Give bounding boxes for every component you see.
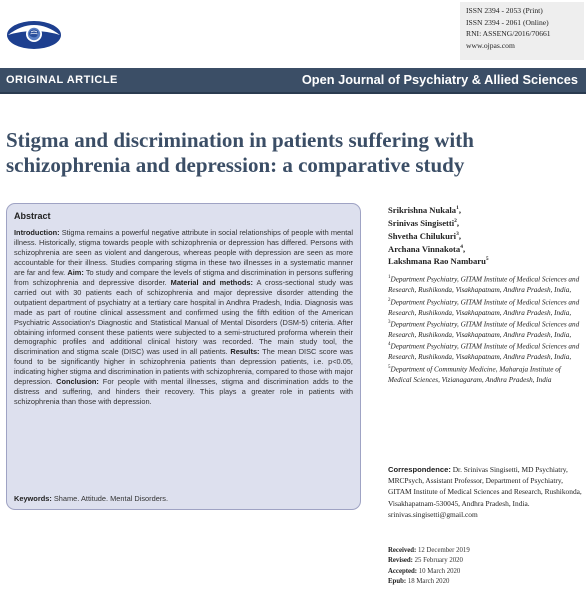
journal-name: Open Journal of Psychiatry & Allied Sciences — [301, 72, 578, 87]
affiliation: $^2$Department Psychiatry, GITAM Institute of Medical Sciences and Research, Rushikonda, Visakhapatnam, Andhra Pradesh, India, — [388, 297, 580, 317]
article-type-label: ORIGINAL ARTICLE — [6, 74, 118, 86]
results-label: Results: — [230, 347, 260, 357]
publication-dates — [388, 546, 470, 588]
results-text: The mean DISC score was found to be significantly higher in schizophrenia patients than depression patients, i.e. p<0.05, indicating higher stigma and discrimination in patients with schizophrenia, compared to those with major depression. — [14, 347, 353, 387]
correspondence — [388, 464, 584, 520]
aim-text: To study and compare the levels of stigma and discrimination in persons suffering from schizophrenia and depressive disorder. — [14, 267, 353, 287]
author-column — [388, 203, 584, 385]
keywords — [14, 494, 168, 503]
affiliation: $^1$Department Psychiatry, GITAM Institute of Medical Sciences and Research, Rushikonda, Visakhapatnam, Andhra Pradesh, India, — [388, 275, 580, 295]
conclusion-text: For people with mental illnesses, stigma and discrimination adds to the distress and suffering, and hinders their recovery. This plays a greater role in patients with schizophrenia than those with depression. — [14, 377, 353, 407]
author-name: Archana Vinnakota$^4$, — [388, 243, 466, 254]
abstract-box — [6, 203, 361, 510]
keywords-text: Shame. Attitude. Mental Disorders. — [51, 494, 169, 503]
correspondence-text: Dr. Srinivas Singisetti, MD Psychiatry, MRCPsych, Assistant Professor, Department of Psychiatry, GITAM Institute of Medical Sciences and Research, Rushikonda, Visakhapatnam-530045, Andhra Pradesh, India. srinivas.singisetti@gmail.com — [388, 465, 582, 519]
keywords-label: Keywords: — [14, 494, 52, 503]
affiliation-list — [388, 273, 584, 385]
date-epub: Epub: 18 March 2020 — [388, 578, 450, 586]
author-name: Shvetha Chilukuri$^3$, — [388, 230, 461, 241]
conclusion-label: Conclusion: — [56, 377, 99, 387]
date-revised: Revised: 25 February 2020 — [388, 557, 463, 565]
methods-label: Material and methods: — [170, 277, 253, 287]
date-accepted: Accepted: 10 March 2020 — [388, 567, 461, 575]
rni-number: RNI: ASSENG/2016/70661 — [466, 29, 551, 38]
abstract-heading: Abstract — [14, 211, 51, 221]
journal-banner — [0, 68, 586, 94]
issn-print: ISSN 2394 - 2053 (Print) — [466, 6, 543, 15]
issn-online: ISSN 2394 - 2061 (Online) — [466, 17, 549, 27]
author-list — [388, 203, 584, 267]
journal-website: www.ojpas.com — [466, 40, 515, 50]
affiliation: $^3$Department Psychiatry, GITAM Institute of Medical Sciences and Research, Rushikonda, Visakhapatnam, Andhra Pradesh, India, — [388, 320, 580, 339]
author-name: Srikrishna Nukala$^1$, — [388, 204, 461, 215]
methods-text: A cross-sectional study was carried out with 30 patients each of schizophrenia and major depressive disorder attending the outpatient department of psychiatry at a tertiary care hospital in Andhra Pradesh, India. Diagnosis was made as part of routine clinical assessment and confirmed using the fifth edition of the American Psychiatric Association's Diagnostic and Statistical Manual of Mental Disorders (DSM-5) criteria. After obtaining informed consent these patients were subjected to a semi-structured proforma wherein their demographic profiles and additional clinical history was recorded. The main study tool, the discrimination and stigma scale (DISC) was used in all patients. — [14, 277, 354, 357]
article-title: Stigma and discrimination in patients suffering with schizophrenia and depression: a comparative study — [6, 128, 474, 177]
journal-logo-icon — [6, 13, 62, 57]
correspondence-label: Correspondence: — [388, 465, 451, 474]
author-name: Lakshmana Rao Nambaru$^5$ — [388, 256, 489, 267]
introduction-label: Introduction: — [14, 228, 60, 237]
aim-label: Aim: — [67, 267, 84, 277]
introduction-text: Stigma remains a powerful negative attribute in social relationships of people with mental illness. Historically, stigma towards people with schizophrenia or depression has differed. Persons with schizophrenia are seen as violent and dangerous, whereas people with depression are seen as more accountable for their illness. Studies comparing stigma in these two illnesses in a systematic manner are far and few. — [14, 228, 353, 277]
abstract-body — [14, 228, 353, 407]
date-received: Received: 12 December 2019 — [388, 547, 470, 554]
affiliation: $^5$Department of Community Medicine, Maharaja Institute of Medical Sciences, Vizianagaram, Andhra Pradesh, India — [388, 364, 561, 384]
issn-info-box — [460, 2, 584, 60]
author-name: Srinivas Singisetti$^2$, — [388, 217, 460, 228]
affiliation: $^4$Department Psychiatry, GITAM Institute of Medical Sciences and Research, Rushikonda, Visakhapatnam, Andhra Pradesh, India, — [388, 342, 580, 362]
